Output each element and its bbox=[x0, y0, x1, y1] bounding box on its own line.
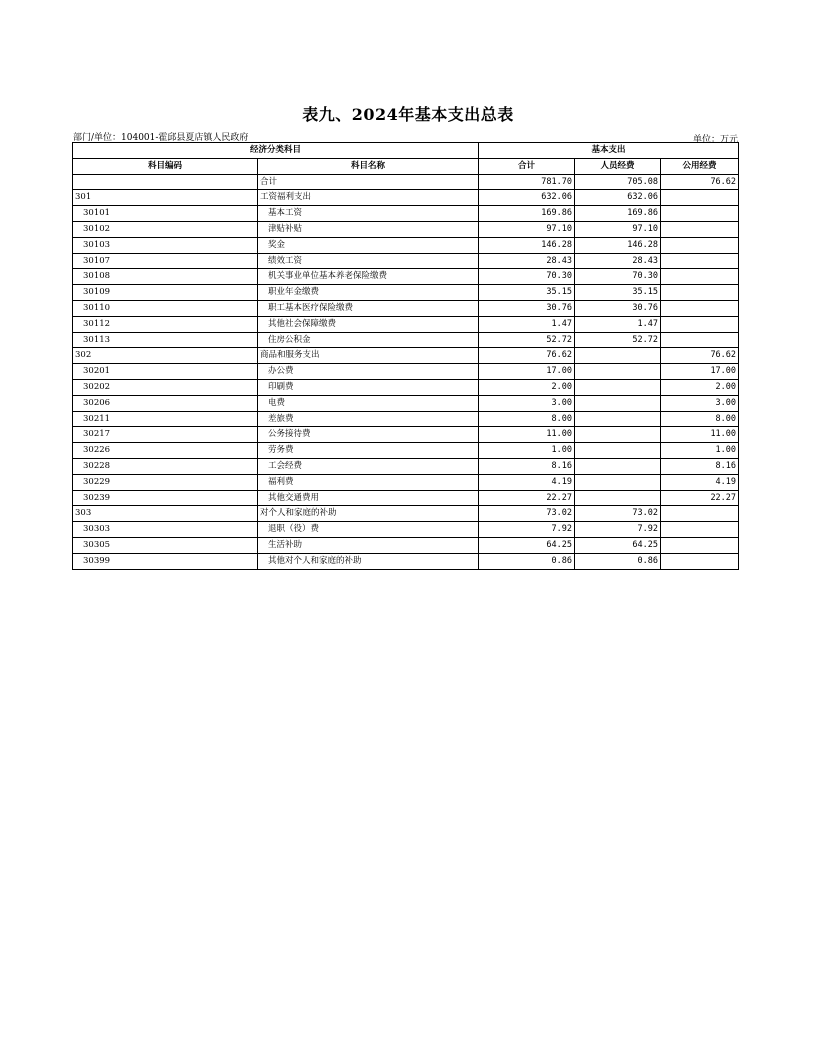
cell-total: 76.62 bbox=[479, 348, 575, 364]
cell-personnel: 35.15 bbox=[575, 285, 661, 301]
table-row bbox=[73, 522, 739, 538]
cell-public bbox=[661, 537, 739, 553]
header-group-row bbox=[73, 143, 739, 159]
cell-total: 4.19 bbox=[479, 474, 575, 490]
cell-total: 28.43 bbox=[479, 253, 575, 269]
cell-name: 津贴补贴 bbox=[258, 221, 479, 237]
table-row bbox=[73, 269, 739, 285]
cell-public bbox=[661, 285, 739, 301]
cell-code: 30211 bbox=[73, 411, 258, 427]
cell-public: 76.62 bbox=[661, 174, 739, 190]
table-row bbox=[73, 537, 739, 553]
cell-personnel: 52.72 bbox=[575, 332, 661, 348]
cell-personnel: 64.25 bbox=[575, 537, 661, 553]
cell-name: 电费 bbox=[258, 395, 479, 411]
cell-personnel: 705.08 bbox=[575, 174, 661, 190]
cell-public: 8.16 bbox=[661, 458, 739, 474]
table-row bbox=[73, 506, 739, 522]
cell-total: 2.00 bbox=[479, 379, 575, 395]
cell-total: 64.25 bbox=[479, 537, 575, 553]
cell-personnel bbox=[575, 490, 661, 506]
cell-total: 1.00 bbox=[479, 443, 575, 459]
cell-public bbox=[661, 221, 739, 237]
cell-code: 302 bbox=[73, 348, 258, 364]
cell-name: 其他交通费用 bbox=[258, 490, 479, 506]
cell-name: 公务接待费 bbox=[258, 427, 479, 443]
cell-personnel: 70.30 bbox=[575, 269, 661, 285]
table-row bbox=[73, 411, 739, 427]
table-row bbox=[73, 174, 739, 190]
cell-personnel bbox=[575, 364, 661, 380]
cell-code: 30103 bbox=[73, 237, 258, 253]
cell-name: 印刷费 bbox=[258, 379, 479, 395]
cell-personnel bbox=[575, 458, 661, 474]
cell-code: 30107 bbox=[73, 253, 258, 269]
cell-total: 73.02 bbox=[479, 506, 575, 522]
cell-code: 30228 bbox=[73, 458, 258, 474]
cell-public bbox=[661, 190, 739, 206]
department-label: 部门/单位：104001-霍邱县夏店镇人民政府 bbox=[73, 133, 249, 143]
cell-total: 0.86 bbox=[479, 553, 575, 569]
cell-code: 30201 bbox=[73, 364, 258, 380]
table-row bbox=[73, 332, 739, 348]
cell-public bbox=[661, 253, 739, 269]
cell-code: 30113 bbox=[73, 332, 258, 348]
cell-name: 商品和服务支出 bbox=[258, 348, 479, 364]
cell-public: 3.00 bbox=[661, 395, 739, 411]
cell-total: 8.00 bbox=[479, 411, 575, 427]
cell-name: 合计 bbox=[258, 174, 479, 190]
cell-public: 17.00 bbox=[661, 364, 739, 380]
cell-total: 3.00 bbox=[479, 395, 575, 411]
cell-name: 基本工资 bbox=[258, 206, 479, 222]
cell-code: 30303 bbox=[73, 522, 258, 538]
cell-public: 11.00 bbox=[661, 427, 739, 443]
table-row bbox=[73, 553, 739, 569]
cell-personnel bbox=[575, 348, 661, 364]
table-body bbox=[73, 174, 739, 569]
cell-code: 30102 bbox=[73, 221, 258, 237]
table-row bbox=[73, 253, 739, 269]
cell-code: 30226 bbox=[73, 443, 258, 459]
cell-public bbox=[661, 300, 739, 316]
cell-personnel: 73.02 bbox=[575, 506, 661, 522]
cell-total: 17.00 bbox=[479, 364, 575, 380]
cell-personnel: 146.28 bbox=[575, 237, 661, 253]
cell-total: 7.92 bbox=[479, 522, 575, 538]
cell-public: 2.00 bbox=[661, 379, 739, 395]
cell-name: 奖金 bbox=[258, 237, 479, 253]
cell-name: 职业年金缴费 bbox=[258, 285, 479, 301]
cell-total: 632.06 bbox=[479, 190, 575, 206]
cell-personnel bbox=[575, 411, 661, 427]
cell-personnel bbox=[575, 427, 661, 443]
table-row bbox=[73, 474, 739, 490]
cell-public bbox=[661, 316, 739, 332]
cell-name: 其他社会保障缴费 bbox=[258, 316, 479, 332]
table-row bbox=[73, 190, 739, 206]
cell-code: 30206 bbox=[73, 395, 258, 411]
table-row bbox=[73, 237, 739, 253]
cell-code: 30305 bbox=[73, 537, 258, 553]
header-code: 科目编码 bbox=[73, 158, 258, 174]
cell-personnel: 28.43 bbox=[575, 253, 661, 269]
cell-name: 住房公积金 bbox=[258, 332, 479, 348]
cell-total: 52.72 bbox=[479, 332, 575, 348]
cell-name: 工会经费 bbox=[258, 458, 479, 474]
cell-total: 146.28 bbox=[479, 237, 575, 253]
cell-public bbox=[661, 269, 739, 285]
page-title: 表九、2024年基本支出总表 bbox=[302, 105, 514, 124]
cell-public bbox=[661, 522, 739, 538]
cell-name: 办公费 bbox=[258, 364, 479, 380]
header-economic-classification: 经济分类科目 bbox=[73, 143, 479, 159]
table-row bbox=[73, 427, 739, 443]
unit-label: 单位：万元 bbox=[692, 135, 738, 145]
table-row bbox=[73, 221, 739, 237]
cell-code: 30109 bbox=[73, 285, 258, 301]
cell-name: 职工基本医疗保险缴费 bbox=[258, 300, 479, 316]
cell-public: 22.27 bbox=[661, 490, 739, 506]
cell-code: 30229 bbox=[73, 474, 258, 490]
cell-personnel bbox=[575, 443, 661, 459]
cell-personnel: 7.92 bbox=[575, 522, 661, 538]
cell-personnel: 169.86 bbox=[575, 206, 661, 222]
table-row bbox=[73, 348, 739, 364]
cell-code: 30202 bbox=[73, 379, 258, 395]
cell-public: 8.00 bbox=[661, 411, 739, 427]
cell-total: 781.70 bbox=[479, 174, 575, 190]
cell-total: 169.86 bbox=[479, 206, 575, 222]
cell-public: 4.19 bbox=[661, 474, 739, 490]
table-row bbox=[73, 443, 739, 459]
cell-name: 绩效工资 bbox=[258, 253, 479, 269]
cell-total: 8.16 bbox=[479, 458, 575, 474]
cell-public bbox=[661, 553, 739, 569]
cell-public bbox=[661, 237, 739, 253]
table-row bbox=[73, 364, 739, 380]
cell-total: 70.30 bbox=[479, 269, 575, 285]
cell-personnel: 30.76 bbox=[575, 300, 661, 316]
cell-name: 生活补助 bbox=[258, 537, 479, 553]
cell-total: 35.15 bbox=[479, 285, 575, 301]
cell-name: 其他对个人和家庭的补助 bbox=[258, 553, 479, 569]
cell-name: 劳务费 bbox=[258, 443, 479, 459]
cell-code: 30239 bbox=[73, 490, 258, 506]
cell-name: 对个人和家庭的补助 bbox=[258, 506, 479, 522]
cell-code: 30108 bbox=[73, 269, 258, 285]
cell-total: 11.00 bbox=[479, 427, 575, 443]
header-public: 公用经费 bbox=[661, 158, 739, 174]
cell-total: 30.76 bbox=[479, 300, 575, 316]
table-row bbox=[73, 379, 739, 395]
table-row bbox=[73, 206, 739, 222]
table-row bbox=[73, 285, 739, 301]
cell-personnel: 0.86 bbox=[575, 553, 661, 569]
cell-personnel: 632.06 bbox=[575, 190, 661, 206]
cell-code: 301 bbox=[73, 190, 258, 206]
cell-name: 退职（役）费 bbox=[258, 522, 479, 538]
cell-public bbox=[661, 506, 739, 522]
cell-total: 97.10 bbox=[479, 221, 575, 237]
cell-name: 机关事业单位基本养老保险缴费 bbox=[258, 269, 479, 285]
table-row bbox=[73, 300, 739, 316]
header-name: 科目名称 bbox=[258, 158, 479, 174]
cell-name: 福利费 bbox=[258, 474, 479, 490]
cell-total: 1.47 bbox=[479, 316, 575, 332]
cell-code bbox=[73, 174, 258, 190]
cell-code: 303 bbox=[73, 506, 258, 522]
cell-code: 30217 bbox=[73, 427, 258, 443]
table-row bbox=[73, 395, 739, 411]
header-personnel: 人员经费 bbox=[575, 158, 661, 174]
cell-name: 工资福利支出 bbox=[258, 190, 479, 206]
cell-public: 76.62 bbox=[661, 348, 739, 364]
table-row bbox=[73, 458, 739, 474]
cell-personnel bbox=[575, 379, 661, 395]
cell-public: 1.00 bbox=[661, 443, 739, 459]
cell-public bbox=[661, 332, 739, 348]
table-row bbox=[73, 490, 739, 506]
cell-personnel bbox=[575, 395, 661, 411]
cell-public bbox=[661, 206, 739, 222]
cell-personnel bbox=[575, 474, 661, 490]
basic-expenditure-table bbox=[72, 142, 739, 570]
cell-personnel: 1.47 bbox=[575, 316, 661, 332]
cell-code: 30112 bbox=[73, 316, 258, 332]
cell-code: 30399 bbox=[73, 553, 258, 569]
header-column-row bbox=[73, 158, 739, 174]
cell-code: 30101 bbox=[73, 206, 258, 222]
cell-code: 30110 bbox=[73, 300, 258, 316]
header-total: 合计 bbox=[479, 158, 575, 174]
cell-total: 22.27 bbox=[479, 490, 575, 506]
table-row bbox=[73, 316, 739, 332]
cell-name: 差旅费 bbox=[258, 411, 479, 427]
header-basic-expenditure: 基本支出 bbox=[479, 143, 739, 159]
cell-personnel: 97.10 bbox=[575, 221, 661, 237]
